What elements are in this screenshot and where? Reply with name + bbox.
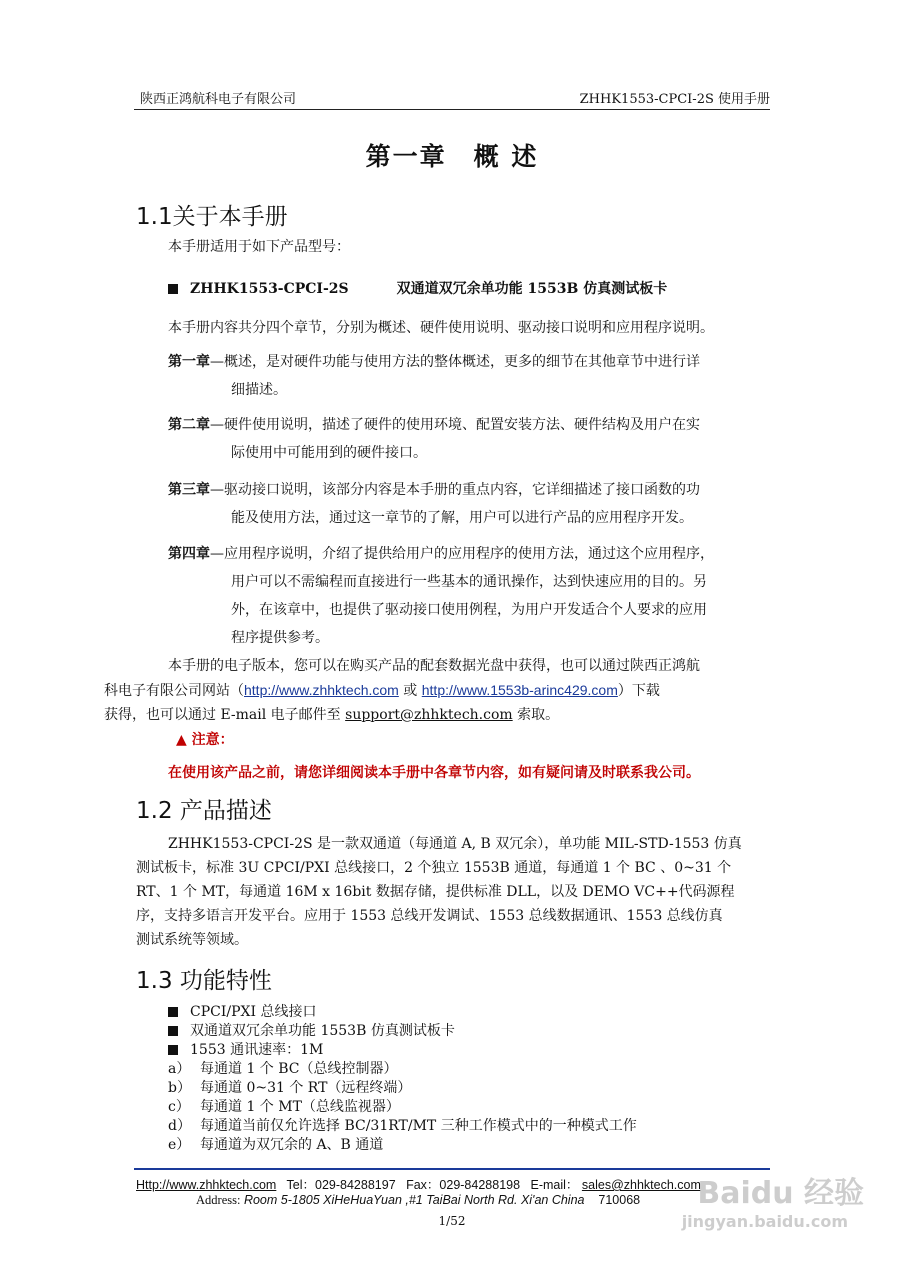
- chapter-label: 第三章: [168, 482, 210, 498]
- bullet-square-icon: [168, 284, 178, 294]
- chapter-desc: —概述，是对硬件功能与使用方法的整体概述，更多的细节在其他章节中进行详: [210, 354, 700, 370]
- list-item: e） 每通道为双冗余的 A、B 通道: [168, 1137, 384, 1153]
- header-manual-title: ZHHK1553-CPCI-2S 使用手册: [579, 92, 770, 107]
- footer-contact: [136, 1175, 701, 1193]
- chapter-item: [168, 348, 778, 404]
- list-item: a） 每通道 1 个 BC（总线控制器）: [168, 1061, 398, 1077]
- product-desc: 双通道双冗余单功能 1553B 仿真测试板卡: [396, 281, 668, 297]
- section-1-1-title: 1.1关于本手册: [136, 204, 288, 230]
- chapter-desc-cont: 际使用中可能用到的硬件接口。: [231, 445, 427, 461]
- feature-list: [168, 1003, 637, 1155]
- desc-line: RT、1 个 MT，每通道 16M x 16bit 数据存储，提供标准 DLL，以及 DEMO VC++代码源程: [136, 884, 735, 900]
- footer-fax: Fax：029-84288198: [406, 1178, 521, 1192]
- chapter-item: [168, 411, 778, 467]
- support-email-link[interactable]: support@zhhktech.com: [345, 707, 513, 723]
- chapter-desc-cont: 外，在该章中，也提供了驱动接口使用例程，为用户开发适合个人要求的应用: [231, 602, 707, 618]
- header-company: 陕西正鸿航科电子有限公司: [140, 92, 297, 107]
- footer-website-link[interactable]: Http://www.zhhktech.com: [136, 1178, 277, 1192]
- section-1-3-title: 1.3 功能特性: [136, 968, 272, 994]
- list-item: c） 每通道 1 个 MT（总线监视器）: [168, 1099, 400, 1115]
- desc-line: 测试板卡，标准 3U CPCI/PXI 总线接口，2 个独立 1553B 通道，每通道 1 个 BC 、0~31 个: [136, 860, 732, 876]
- website-link[interactable]: http://www.zhhktech.com: [244, 682, 399, 698]
- desc-line: ZHHK1553-CPCI-2S 是一款双通道（每通道 A, B 双冗余），单功能 MIL-STD-1553 仿真: [168, 836, 742, 852]
- chapter-title: 第一章 概 述: [365, 142, 539, 171]
- footer-email-label: E-mail：: [530, 1178, 579, 1192]
- chapter-desc: —硬件使用说明，描述了硬件的使用环境、配置安装方法、硬件结构及用户在实: [210, 417, 700, 433]
- list-item: d） 每通道当前仅允许选择 BC/31RT/MT 三种工作模式中的一种模式工作: [168, 1118, 637, 1134]
- footer-tel: Tel：029-84288197: [286, 1178, 396, 1192]
- chapter-desc: —驱动接口说明，该部分内容是本手册的重点内容，它详细描述了接口函数的功: [210, 482, 700, 498]
- watermark-brand: Baidu 经验: [697, 1176, 864, 1211]
- list-item: b） 每通道 0~31 个 RT（远程终端）: [168, 1080, 412, 1096]
- section-1-2-title: 1.2 产品描述: [136, 798, 272, 824]
- chapter-desc-cont: 程序提供参考。: [231, 630, 329, 646]
- desc-line: 测试系统等领域。: [136, 932, 248, 948]
- bullet-square-icon: [168, 1045, 178, 1055]
- product-description: [136, 832, 770, 952]
- list-item: 1553 通讯速率：1M: [168, 1041, 637, 1060]
- product-code: ZHHK1553-CPCI-2S: [190, 281, 349, 297]
- footer-rule: [134, 1168, 770, 1170]
- header-rule: [134, 109, 770, 110]
- notice-text: 在使用该产品之前，请您详细阅读本手册中各章节内容，如有疑问请及时联系我公司。: [168, 765, 700, 781]
- intro-text: 本手册适用于如下产品型号：: [168, 239, 350, 255]
- watermark-url: jingyan.baidu.com: [681, 1212, 848, 1231]
- ebook-paragraph: 本手册的电子版本，您可以在购买产品的配套数据光盘中获得，也可以通过陕西正鸿航 科电子有限公司网站（http://www.zhhktech.com 或 http://www.1553b-arinc429.com）下载 获得，也可以通过 E-mail 电子邮件至 support@zhhktech.com 索取。: [104, 658, 700, 723]
- chapter-desc-cont: 细描述。: [231, 382, 287, 398]
- chapter-desc-cont: 用户可以不需编程而直接进行一些基本的通讯操作，达到快速应用的目的。另: [231, 574, 707, 590]
- chapter-label: 第四章: [168, 546, 210, 562]
- footer-address: Address: Room 5-1805 XiHeHuaYuan ,#1 TaiBai North Rd. Xi'an China 710068: [196, 1193, 641, 1207]
- desc-line: 序，支持多语言开发平台。应用于 1553 总线开发调试、1553 总线数据通讯、1553 总线仿真: [136, 908, 723, 924]
- chapter-item: [168, 540, 778, 652]
- chapter-desc: —应用程序说明，介绍了提供给用户的应用程序的使用方法，通过这个应用程序，: [210, 546, 714, 562]
- list-item: CPCI/PXI 总线接口: [168, 1003, 637, 1022]
- chapter-label: 第二章: [168, 417, 210, 433]
- bullet-square-icon: [168, 1007, 178, 1017]
- list-item: 双通道双冗余单功能 1553B 仿真测试板卡: [168, 1022, 637, 1041]
- chapter-label: 第一章: [168, 354, 210, 370]
- manual-summary: 本手册内容共分四个章节，分别为概述、硬件使用说明、驱动接口说明和应用程序说明。: [168, 320, 714, 336]
- chapter-item: [168, 476, 778, 532]
- footer-email-link[interactable]: sales@zhhktech.com: [581, 1178, 701, 1192]
- product-model-row: [168, 278, 667, 298]
- bullet-square-icon: [168, 1026, 178, 1036]
- website-link-2[interactable]: http://www.1553b-arinc429.com: [421, 682, 618, 698]
- page-number: 1/52: [438, 1214, 466, 1228]
- chapter-desc-cont: 能及使用方法，通过这一章节的了解，用户可以进行产品的应用程序开发。: [231, 510, 693, 526]
- notice-label: ▲ 注意：: [176, 732, 234, 748]
